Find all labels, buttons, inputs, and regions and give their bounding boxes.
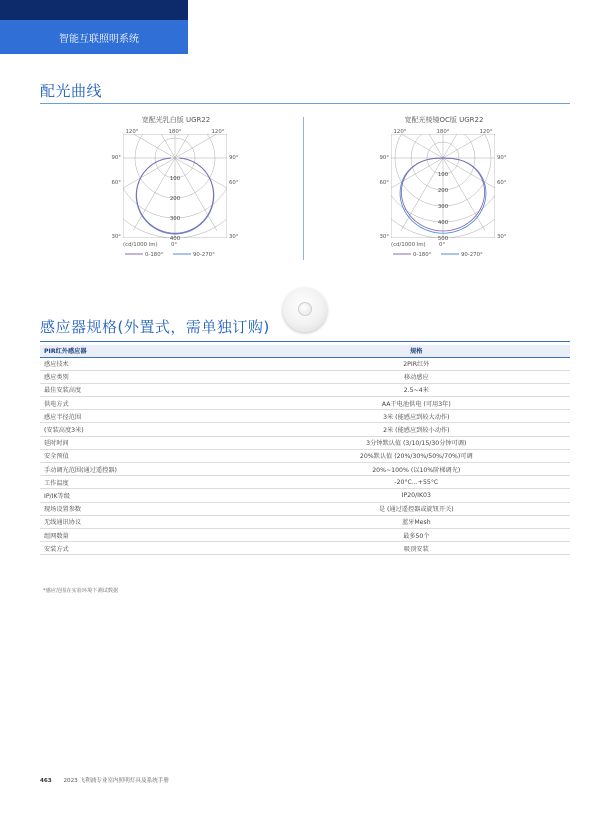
- grid-spoke: [102, 158, 175, 200]
- spec-item: IP/IK等级: [40, 489, 263, 502]
- spec-rule: [40, 341, 570, 342]
- spec-item: 延时时间: [40, 436, 263, 449]
- spec-value: -20°C...+55°C: [263, 476, 570, 489]
- angle-label-right-30: 30°: [497, 234, 507, 240]
- radial-label: 100: [437, 172, 449, 178]
- table-row: [40, 449, 570, 462]
- angle-label-top-left: 120°: [393, 129, 407, 135]
- spec-value: 2米 (能感应到较小动作): [263, 423, 570, 436]
- spec-header-item: PIR红外感应器: [40, 345, 263, 357]
- angle-label-right-30: 30°: [229, 234, 239, 240]
- spec-value: 2PIR红外: [263, 357, 570, 370]
- spec-item: 工作温度: [40, 476, 263, 489]
- table-row: [40, 542, 570, 555]
- table-row: [40, 410, 570, 423]
- spec-item: 无线通讯协议: [40, 515, 263, 528]
- sensor-lens: [298, 302, 312, 316]
- pir-sensor-image: [283, 288, 327, 332]
- grid-spoke: [175, 158, 248, 200]
- section-band: [0, 20, 188, 54]
- page-number: 463: [40, 778, 52, 784]
- chart2-title: 宽配光棱镜OC版 UGR22: [404, 116, 484, 124]
- spec-item: 最佳安装高度: [40, 383, 263, 396]
- spec-item: 手动调光范围(通过遥控器): [40, 463, 263, 476]
- angle-label-top-left: 120°: [125, 129, 139, 135]
- table-row: [40, 502, 570, 515]
- grid-spoke: [133, 158, 175, 231]
- polar-chart-1: [111, 126, 239, 262]
- grid-spoke: [175, 158, 217, 231]
- grid-spoke: [443, 158, 516, 200]
- angle-label-right-60: 60°: [497, 180, 507, 186]
- heading-rule: [40, 103, 570, 104]
- polar-svg: [111, 126, 239, 262]
- radial-label: 200: [437, 188, 449, 194]
- angle-label-top-center: 180°: [436, 129, 450, 135]
- legend-label-0-180: 0-180°: [145, 252, 164, 258]
- spec-value: AA干电池供电 (可用3年): [263, 397, 570, 410]
- legend-label-90-270: 90-270°: [461, 252, 483, 258]
- radial-label: 100: [169, 176, 181, 182]
- table-row: [40, 489, 570, 502]
- angle-label-left-60: 60°: [111, 180, 121, 186]
- spec-value: 20%默认值 (20%/30%/50%/70%)可调: [263, 449, 570, 462]
- legend-label-90-270: 90-270°: [193, 252, 215, 258]
- spec-table: [40, 345, 570, 555]
- page-footer: [40, 776, 169, 784]
- unit-label: (cd/1000 lm): [391, 242, 426, 248]
- angle-label-left-30: 30°: [379, 234, 389, 240]
- spec-value: 3米 (能感应到较大动作): [263, 410, 570, 423]
- table-row: [40, 528, 570, 541]
- legend-label-0-180: 0-180°: [413, 252, 432, 258]
- angle-label-right-90: 90°: [497, 155, 507, 161]
- spec-value: 吸顶安装: [263, 542, 570, 555]
- angle-label-top-right: 120°: [479, 129, 493, 135]
- spec-item: 安装方式: [40, 542, 263, 555]
- radial-label: 300: [169, 216, 181, 222]
- table-row: [40, 383, 570, 396]
- chart1-title: 宽配光乳白版 UGR22: [141, 116, 211, 124]
- angle-label-left-90: 90°: [111, 155, 121, 161]
- spec-item: 现场设置参数: [40, 502, 263, 515]
- polar-svg: [379, 126, 507, 262]
- angle-label-top-right: 120°: [211, 129, 225, 135]
- spec-item: 安全预值: [40, 449, 263, 462]
- radial-label: 400: [169, 236, 181, 242]
- spec-value: IP20/IK03: [263, 489, 570, 502]
- spec-value: 蓝牙Mesh: [263, 515, 570, 528]
- angle-label-zero: 0°: [171, 242, 178, 248]
- angle-label-right-90: 90°: [229, 155, 239, 161]
- light-distribution-heading: 配光曲线: [40, 82, 103, 100]
- grid-spoke: [370, 158, 443, 200]
- spec-value: 2.5~4米: [263, 383, 570, 396]
- radial-label: 400: [437, 220, 449, 226]
- spec-value: 移动感应: [263, 370, 570, 383]
- radial-label: 200: [169, 196, 181, 202]
- unit-label: (cd/1000 lm): [123, 242, 158, 248]
- grid-spoke: [443, 158, 485, 231]
- radial-label: 300: [437, 204, 449, 210]
- spec-item: (安装高度3米): [40, 423, 263, 436]
- table-row: [40, 397, 570, 410]
- band-label: 智能互联照明系统: [59, 33, 139, 45]
- table-row: [40, 370, 570, 383]
- spec-value: 3分钟默认值 (3/10/15/30分钟可调): [263, 436, 570, 449]
- table-row: [40, 357, 570, 370]
- spec-item: 组网数量: [40, 528, 263, 541]
- angle-label-left-90: 90°: [379, 155, 389, 161]
- spec-value: 最多50个: [263, 528, 570, 541]
- table-row: [40, 515, 570, 528]
- table-row: [40, 423, 570, 436]
- angle-label-left-30: 30°: [111, 234, 121, 240]
- angle-label-zero: 0°: [439, 242, 446, 248]
- radial-label: 500: [437, 236, 449, 242]
- sensor-spec-heading: 感应器规格(外置式，需单独订购): [40, 318, 270, 336]
- spec-header-row: [40, 345, 570, 357]
- angle-label-top-center: 180°: [168, 129, 182, 135]
- spec-item: 供电方式: [40, 397, 263, 410]
- table-row: [40, 436, 570, 449]
- spec-item: 感应半径范围: [40, 410, 263, 423]
- spec-value: 是 (通过遥控器或旋钮开关): [263, 502, 570, 515]
- table-row: [40, 463, 570, 476]
- chart-divider: [303, 117, 304, 260]
- polar-chart-2: [379, 126, 507, 262]
- top-dark-bar: [0, 0, 188, 20]
- angle-label-right-60: 60°: [229, 180, 239, 186]
- table-row: [40, 476, 570, 489]
- angle-label-left-60: 60°: [379, 180, 389, 186]
- spec-item: 感应类别: [40, 370, 263, 383]
- grid-spoke: [401, 158, 443, 231]
- spec-value: 20%~100% (以10%阶梯调光): [263, 463, 570, 476]
- footer-text: 2023 飞利浦专业室内照明灯具及系统手册: [63, 778, 169, 784]
- footnote: *感应范围在实验环境下测试数据: [43, 588, 119, 594]
- spec-header-value: 规格: [263, 345, 570, 357]
- spec-item: 感应技术: [40, 357, 263, 370]
